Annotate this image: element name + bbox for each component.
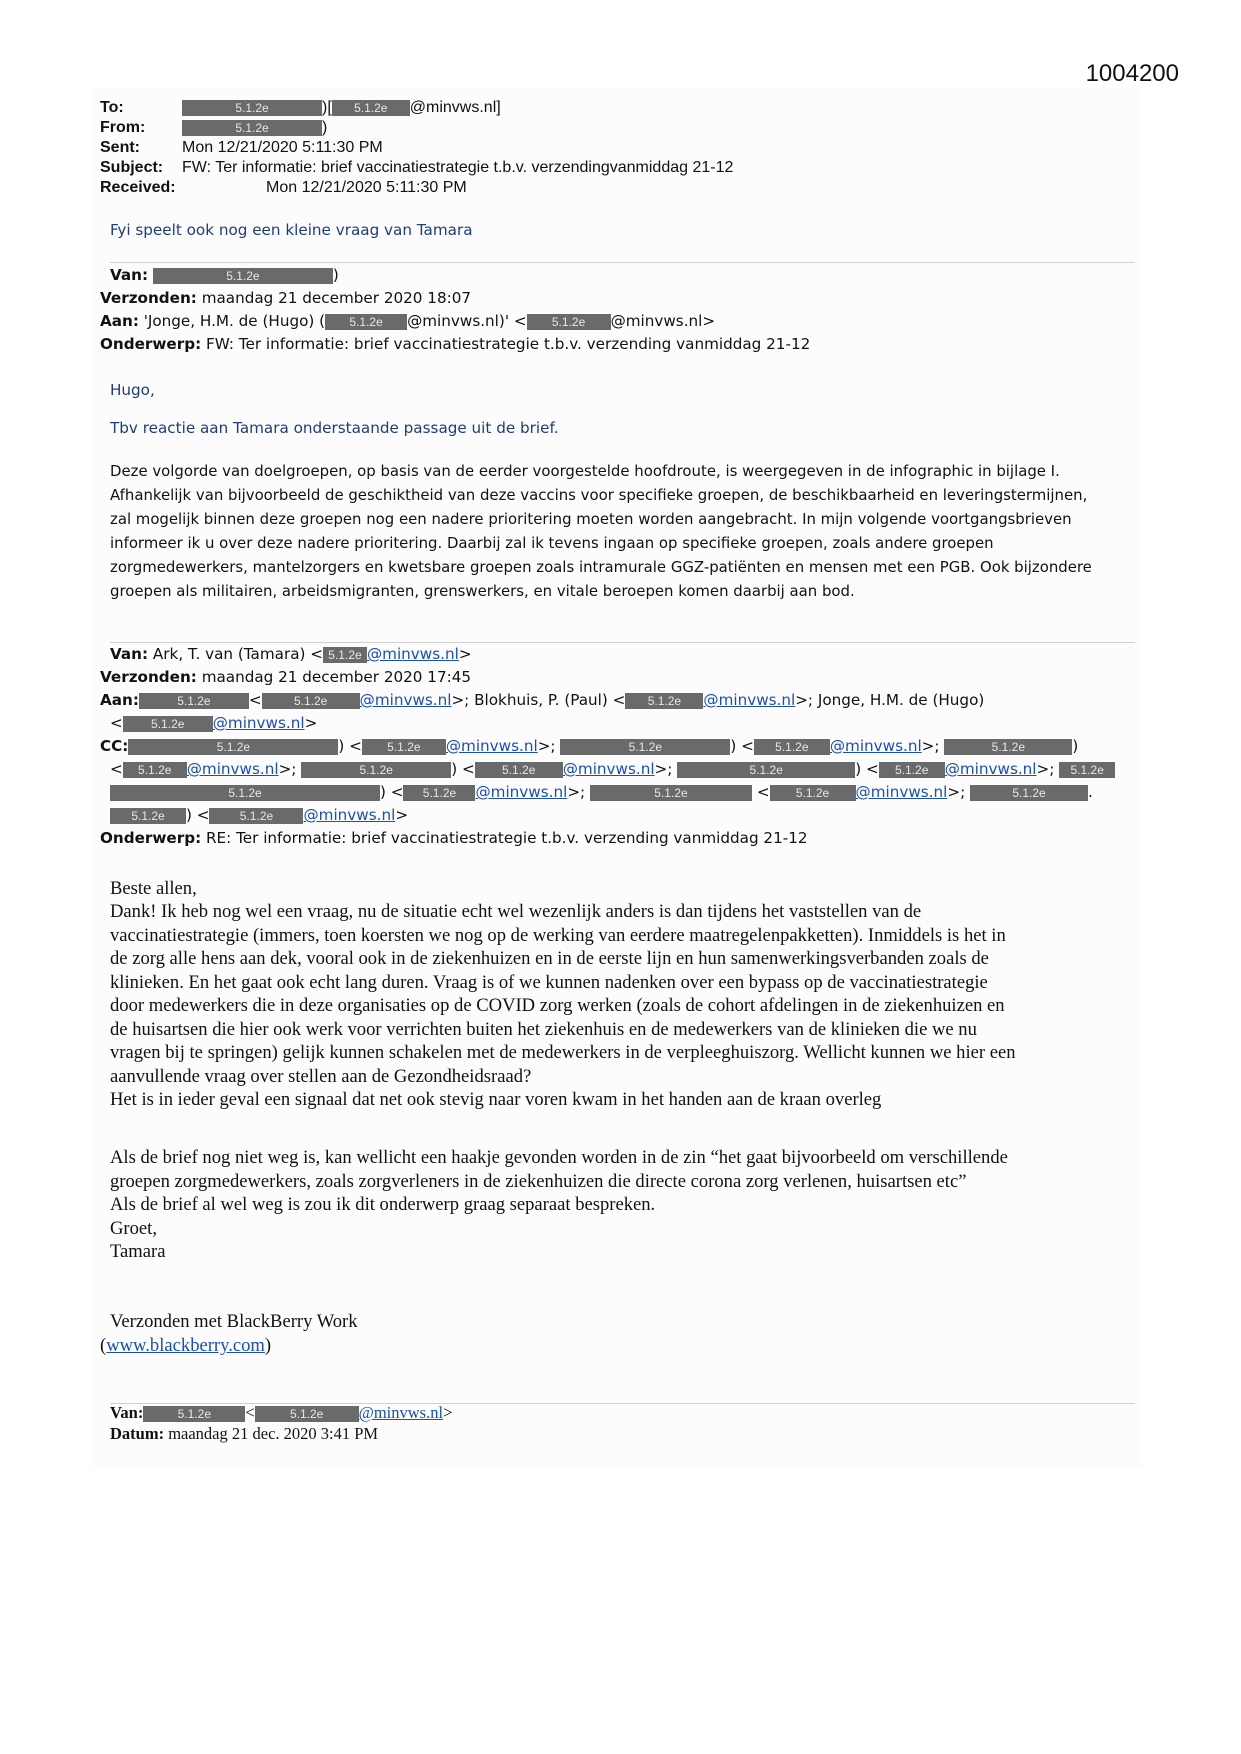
email-link[interactable]: @minvws.nl xyxy=(944,760,1037,778)
redaction-block: 5.1.2e xyxy=(590,785,752,801)
msg1-greeting: Hugo, xyxy=(110,381,155,399)
redaction-block: 5.1.2e xyxy=(123,716,213,732)
email-link[interactable]: @minvws.nl xyxy=(359,691,452,709)
redaction-block: 5.1.2e xyxy=(128,739,338,755)
msg2-verzonden-row: Verzonden: maandag 21 december 2020 17:45 xyxy=(100,668,472,686)
separator xyxy=(110,262,1135,263)
msg2-van-row: Van: Ark, T. van (Tamara) < 5.1.2e @minvws.nl> xyxy=(110,645,472,663)
sent-value: Mon 12/21/2020 5:11:30 PM xyxy=(182,139,383,156)
msg2-onderwerp-row: Onderwerp: RE: Ter informatie: brief vaccinatiestrategie t.b.v. verzending vanmiddag 21-12 xyxy=(100,829,808,847)
msg2-body: Dank! Ik heb nog wel een vraag, nu de situatie echt wel wezenlijk anders is dan tijdens het vaststellen van de vaccinatiestrategie (immers, toen koersten we nog op de werking van eerdere maatregelenpakketten). Inmiddels is het in de zorg alle hens aan dek, vooral ook in de ziekenhuizen en in de eerste lijn en hun samenwerkingsverbanden zoals de klinieken. En het gaat ook echt lang duren. Vraag is of we kunnen nadenken over een bypass op de vaccinatiestrategie door medewerkers die in deze organisaties op de COVID zorg werken (zoals de cohort afdelingen in de ziekenhuizen en de huisartsen die hier ook werk voor verrichten buiten het ziekenhuis en de medewerkers van de klinieken die we nu vragen bij te springen) gelijk kunnen schakelen met de medewerkers in de verpleeghuiszorg. Wellicht kunnen we hier een aanvullende vraag over stellen aan de Gezondheidsraad? Het is in ieder geval een signaal dat net ook stevig naar voren kwam in het handen aan de kraan overleg xyxy=(110,901,1016,1110)
msg2-cc-row-3: 5.1.2e ) < 5.1.2e @minvws.nl>; 5.1.2e < 5.1.2e @minvws.nl>; 5.1.2e . xyxy=(110,783,1093,801)
subject-label: Subject: xyxy=(100,159,164,176)
email-link[interactable]: @minvws.nl xyxy=(703,691,796,709)
redaction-block: 5.1.2e xyxy=(475,762,563,778)
redaction-block: 5.1.2e xyxy=(560,739,730,755)
msg1-van-row: Van: 5.1.2e ) xyxy=(110,266,339,284)
msg2-body-2: Als de brief nog niet weg is, kan wellicht een haakje gevonden worden in de zin “het gaat bijvoorbeeld om verschillende groepen zorgmedewerkers, zoals zorgverleners in de ziekenhuizen die directe corona zorg verlenen, huisartsen etc” Als de brief al wel weg is zou ik dit onderwerp graag separaat bespreken. Groet, Tamara xyxy=(110,1147,1008,1262)
redaction-block: 5.1.2e xyxy=(770,785,856,801)
to-label: To: xyxy=(100,99,124,116)
redaction-block: 5.1.2e xyxy=(403,785,475,801)
received-label: Received: xyxy=(100,179,176,196)
msg2-cc-row-4: 5.1.2e ) < 5.1.2e @minvws.nl> xyxy=(110,806,408,824)
redaction-block: 5.1.2e xyxy=(110,785,380,801)
redaction-block: 5.1.2e xyxy=(143,1406,245,1422)
msg1-aan-row: Aan: 'Jonge, H.M. de (Hugo) ( 5.1.2e @minvws.nl)' < 5.1.2e @minvws.nl> xyxy=(100,312,716,330)
redaction-block: 5.1.2e xyxy=(1059,762,1115,778)
redaction-block: 5.1.2e xyxy=(182,120,322,136)
email-link[interactable]: @minvws.nl xyxy=(212,714,305,732)
redaction-block: 5.1.2e xyxy=(325,314,407,330)
signature-text: Verzonden met BlackBerry Work xyxy=(110,1311,358,1332)
blackberry-link[interactable]: www.blackberry.com xyxy=(106,1335,265,1356)
redaction-block: 5.1.2e xyxy=(527,314,611,330)
msg1-onderwerp-row: Onderwerp: FW: Ter informatie: brief vaccinatiestrategie t.b.v. verzending vanmiddag 21-12 xyxy=(100,335,811,353)
msg3-van-row: Van: 5.1.2e < 5.1.2e @minvws.nl> xyxy=(110,1403,453,1422)
redaction-block: 5.1.2e xyxy=(944,739,1072,755)
redaction-block: 5.1.2e xyxy=(182,100,322,116)
email-link[interactable]: @minvws.nl xyxy=(366,645,459,663)
forward-note: Fyi speelt ook nog een kleine vraag van Tamara xyxy=(110,221,473,239)
msg2-cc-row: CC: 5.1.2e ) < 5.1.2e @minvws.nl>; 5.1.2e ) < 5.1.2e @minvws.nl>; 5.1.2e ) xyxy=(100,737,1079,755)
redaction-block: 5.1.2e xyxy=(332,100,410,116)
to-email: @minvws.nl] xyxy=(409,99,501,116)
msg2-greeting: Beste allen, xyxy=(110,878,197,899)
redaction-block: 5.1.2e xyxy=(139,693,249,709)
redaction-block: 5.1.2e xyxy=(879,762,945,778)
redaction-block: 5.1.2e xyxy=(255,1406,359,1422)
signature-link-row: (www.blackberry.com) xyxy=(100,1335,272,1356)
subject-value: FW: Ter informatie: brief vaccinatiestrategie t.b.v. verzendingvanmiddag 21-12 xyxy=(182,159,734,176)
redaction-block: 5.1.2e xyxy=(123,762,187,778)
sent-label: Sent: xyxy=(100,139,140,156)
redaction-block: 5.1.2e xyxy=(301,762,451,778)
email-link[interactable]: @minvws.nl xyxy=(445,737,538,755)
msg2-cc-row-2: < 5.1.2e @minvws.nl>; 5.1.2e ) < 5.1.2e @minvws.nl>; 5.1.2e ) < 5.1.2e @minvws.nl>; 5.1.2e xyxy=(110,760,1115,778)
email-link[interactable]: @minvws.nl xyxy=(829,737,922,755)
redaction-block: 5.1.2e xyxy=(362,739,446,755)
msg3-datum-row: Datum: maandag 21 dec. 2020 3:41 PM xyxy=(110,1424,379,1443)
separator xyxy=(110,642,1135,643)
redaction-block: 5.1.2e xyxy=(153,268,333,284)
msg1-verzonden-row: Verzonden: maandag 21 december 2020 18:07 xyxy=(100,289,472,307)
msg2-aan-row: Aan: 5.1.2e < 5.1.2e @minvws.nl>; Blokhuis, P. (Paul) < 5.1.2e @minvws.nl>; Jonge, H.M. de (Hugo) xyxy=(100,691,985,709)
msg1-passage: Deze volgorde van doelgroepen, op basis van de eerder voorgestelde hoofdroute, is weergegeven in de infographic in bijlage I. Afhankelijk van bijvoorbeeld de geschiktheid van deze vaccins voor specifieke groepen, de beschikbaarheid en leveringstermijnen, zal mogelijk binnen deze groepen nog een nadere prioritering moeten worden aangebracht. In mijn volgende voortgangsbrieven informeer ik u over deze nadere prioritering. Daarbij zal ik tevens ingaan op specifieke groepen, zoals andere groepen zorgmedewerkers, mantelzorgers en kwetsbare groepen zoals intramurale GGZ-patiënten en mensen met een PGB. Ook bijzondere groepen als militairen, arbeidsmigranten, grenswerkers, en vitale beroepen komen daarbij aan bod. xyxy=(110,462,1092,600)
document-id: 1004200 xyxy=(1085,60,1179,87)
redaction-block: 5.1.2e xyxy=(625,693,703,709)
email-link[interactable]: @minvws.nl xyxy=(303,806,396,824)
email-link[interactable]: @minvws.nl xyxy=(186,760,279,778)
redaction-block: 5.1.2e xyxy=(677,762,855,778)
redaction-block: 5.1.2e xyxy=(110,808,186,824)
email-link[interactable]: @minvws.nl xyxy=(358,1403,444,1422)
redaction-block: 5.1.2e xyxy=(970,785,1088,801)
redaction-block: 5.1.2e xyxy=(262,693,360,709)
msg2-aan-row-2: < 5.1.2e @minvws.nl> xyxy=(110,714,318,732)
from-label: From: xyxy=(100,119,146,136)
email-link[interactable]: @minvws.nl xyxy=(562,760,655,778)
msg1-intro: Tbv reactie aan Tamara onderstaande passage uit de brief. xyxy=(110,419,559,437)
redaction-block: 5.1.2e xyxy=(209,808,303,824)
email-link[interactable]: @minvws.nl xyxy=(855,783,948,801)
email-link[interactable]: @minvws.nl xyxy=(475,783,568,801)
redaction-block: 5.1.2e xyxy=(323,647,367,663)
received-value: Mon 12/21/2020 5:11:30 PM xyxy=(266,179,467,196)
redaction-block: 5.1.2e xyxy=(754,739,830,755)
